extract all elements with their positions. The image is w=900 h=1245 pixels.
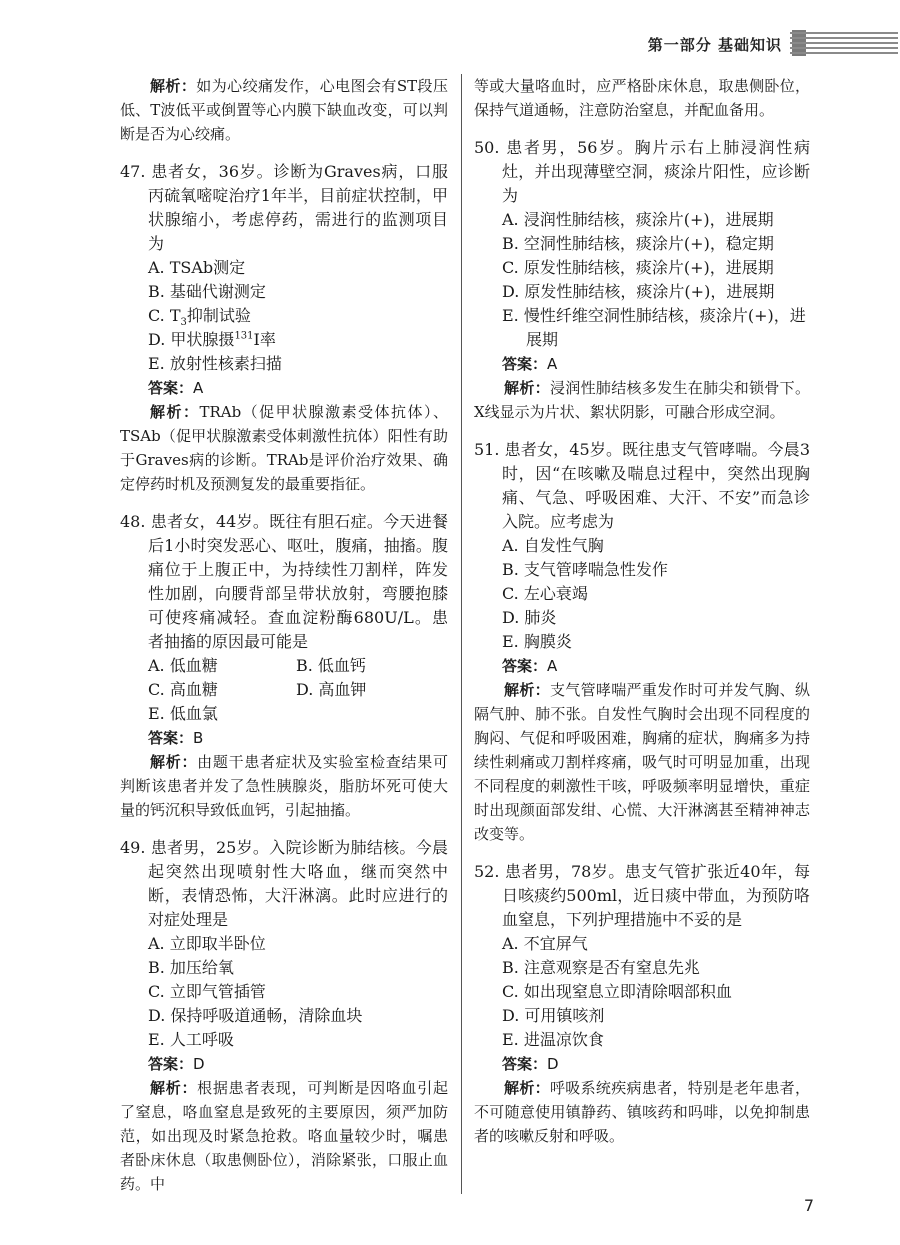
option-e: E. 放射性核素扫描 — [148, 354, 282, 373]
question-stem: 49. 患者男，25岁。入院诊断为肺结核。今晨起突然出现喷射性大咯血，继而突然中断，表情恐怖，大汗淋漓。此时应进行的对症处理是 — [120, 838, 448, 929]
page-number: 7 — [803, 1196, 814, 1215]
question-stem: 48. 患者女，44岁。既往有胆石症。今天进餐后1小时突发恶心、呕吐，腹痛，抽搐。腹痛位于上腹正中，为持续性刀割样，阵发性加剧，向腰背部呈带状放射，弯腰抱膝可使疼痛减轻。查血淀粉酶680U/L。患者抽搐的原因最可能是 — [120, 512, 448, 651]
answer: 答案：A — [502, 355, 558, 373]
option-e: E. 人工呼吸 — [148, 1030, 234, 1049]
option-e: E. 胸膜炎 — [502, 632, 572, 651]
question-52 — [474, 860, 810, 1148]
question-stem: 51. 患者女，45岁。既往患支气管哮喘。今晨3时，因“在咳嗽及喘息过程中，突然出现胸痛、气急、呼吸困难、大汗、不安”而急诊入院。应考虑为 — [474, 440, 810, 531]
option-c: C. 如出现窒息立即清除咽部积血 — [502, 982, 732, 1001]
section-title: 第一部分 基础知识 — [647, 36, 782, 54]
answer: 答案：D — [502, 1055, 559, 1073]
option-d: D. 保持呼吸道通畅，清除血块 — [148, 1006, 363, 1025]
answer: 答案：A — [502, 657, 558, 675]
option-b: B. 低血钙 — [296, 656, 366, 675]
question-47 — [120, 160, 448, 496]
option-e: E. 进温凉饮食 — [502, 1030, 604, 1049]
option-e: E. 低血氯 — [148, 704, 218, 723]
right-column — [474, 74, 810, 1148]
option-a: A. 自发性气胸 — [502, 536, 604, 555]
explanation-continued: 等或大量咯血时，应严格卧床休息，取患侧卧位，保持气道通畅，注意防治窒息，并配血备用。 — [474, 77, 810, 119]
answer: 答案：D — [148, 1055, 205, 1073]
left-column — [120, 74, 448, 1196]
option-c: C. $T_3$抑制试验 — [148, 306, 251, 329]
question-51 — [474, 438, 810, 846]
question-50 — [474, 136, 810, 424]
question-49 — [120, 836, 448, 1196]
option-d: D. 原发性肺结核，痰涂片(+)，进展期 — [502, 282, 775, 301]
column-divider — [461, 74, 462, 1194]
option-c: C. 立即气管插管 — [148, 982, 266, 1001]
explanation: 解析：呼吸系统疾病患者，特别是老年患者，不可随意使用镇静药、镇咳药和吗啡，以免抑制患者的咳嗽反射和呼吸。 — [474, 1079, 810, 1145]
option-c: C. 左心衰竭 — [502, 584, 588, 603]
option-d: D. 肺炎 — [502, 608, 557, 627]
option-e: E. 慢性纤维空洞性肺结核，痰涂片(+)，进 — [502, 306, 806, 325]
option-c: C. 原发性肺结核，痰涂片(+)，进展期 — [502, 258, 774, 277]
option-e-continued: 展期 — [526, 330, 559, 349]
option-a: A. 不宜屏气 — [502, 934, 588, 953]
intro-explanation: 解析：如为心绞痛发作，心电图会有ST段压低、T波低平或倒置等心内膜下缺血改变，可以判断是否为心绞痛。 — [120, 77, 448, 143]
option-b: B. 支气管哮喘急性发作 — [502, 560, 668, 579]
option-d: D. 高血钾 — [296, 680, 367, 699]
option-b: B. 注意观察是否有窒息先兆 — [502, 958, 700, 977]
option-d: D. 甲状腺摄$^{131}$I率 — [148, 330, 276, 349]
question-stem: 50. 患者男，56岁。胸片示右上肺浸润性病灶，并出现薄壁空洞，痰涂片阳性，应诊断为 — [474, 138, 810, 205]
answer: 答案：A — [148, 379, 204, 397]
explanation: 解析：由题干患者症状及实验室检查结果可判断该患者并发了急性胰腺炎，脂肪坏死可使大量的钙沉积导致低血钙，引起抽搐。 — [120, 753, 448, 819]
option-a: A. TSAb测定 — [148, 258, 246, 277]
question-stem: 47. 患者女，36岁。诊断为Graves病，口服丙硫氧嘧啶治疗1年半，目前症状控制，甲状腺缩小，考虑停药，需进行的监测项目为 — [120, 162, 448, 253]
option-d: D. 可用镇咳剂 — [502, 1006, 605, 1025]
explanation: 解析：浸润性肺结核多发生在肺尖和锁骨下。X线显示为片状、絮状阴影，可融合形成空洞。 — [474, 379, 810, 421]
option-a: A. 立即取半卧位 — [148, 934, 266, 953]
option-b: B. 基础代谢测定 — [148, 282, 266, 301]
explanation: 解析：根据患者表现，可判断是因咯血引起了窒息，咯血窒息是致死的主要原因，须严加防范，如出现及时紧急抢救。咯血量较少时，嘱患者卧床休息（取患侧卧位），消除紧张，口服止血药。中 — [120, 1079, 448, 1193]
header-decoration-lines — [790, 30, 900, 60]
option-a: A. 浸润性肺结核，痰涂片(+)，进展期 — [502, 210, 774, 229]
option-b: B. 空洞性肺结核，痰涂片(+)，稳定期 — [502, 234, 774, 253]
option-a: A. 低血糖 — [148, 656, 218, 675]
explanation: 解析：支气管哮喘严重发作时可并发气胸、纵隔气肿、肺不张。自发性气胸时会出现不同程度的胸闷、气促和呼吸困难，胸痛的症状，胸痛多为持续性刺痛或刀割样疼痛，吸气时可明显加重，出现不同程度的刺激性干咳，呼吸频率明显增快，重症时出现颜面部发绀、心慌、大汗淋漓甚至精神神志改变等。 — [474, 681, 810, 843]
question-48 — [120, 510, 448, 822]
question-stem: 52. 患者男，78岁。患支气管扩张近40年，每日咳痰约500ml，近日痰中带血，为预防咯血窒息，下列护理措施中不妥的是 — [474, 862, 810, 929]
option-c: C. 高血糖 — [148, 680, 218, 699]
explanation: 解析：TRAb（促甲状腺激素受体抗体）、TSAb（促甲状腺激素受体刺激性抗体）阳性有助于Graves病的诊断。TRAb是评价治疗效果、确定停药时机及预测复发的最重要指征。 — [120, 403, 448, 493]
page-header — [0, 26, 900, 62]
answer: 答案：B — [148, 729, 204, 747]
option-b: B. 加压给氧 — [148, 958, 234, 977]
